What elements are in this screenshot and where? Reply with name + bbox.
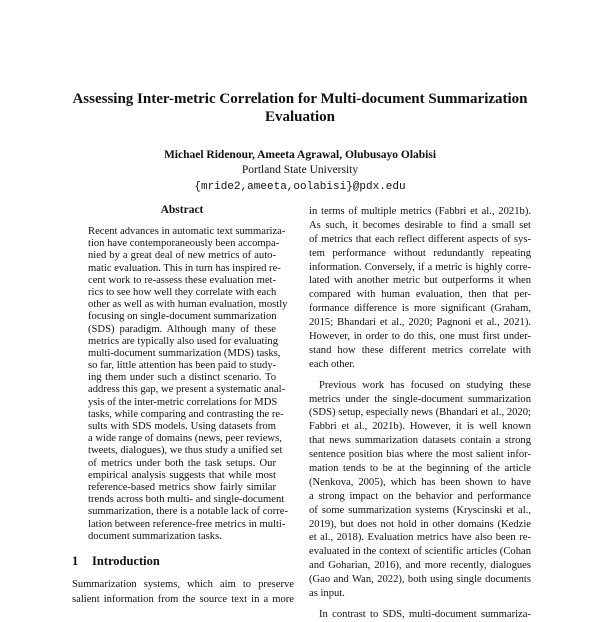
text-line: as input. bbox=[309, 588, 345, 600]
email: {mride2,ameeta,oolabisi}@pdx.edu bbox=[194, 181, 406, 193]
abstract-body bbox=[88, 226, 289, 543]
text-line: lated with another metric but outperforms it when bbox=[309, 275, 531, 287]
text-line: and Goharian, 2016), and more recently, dialogues bbox=[309, 560, 531, 572]
text-line: tem performance without redundantly repeating bbox=[309, 247, 531, 259]
text-line: (Gao and Wan, 2022), both using single documents bbox=[309, 574, 531, 586]
text-line: tasks, while comparing and contrasting the re- bbox=[88, 408, 284, 420]
right-column-body bbox=[309, 205, 531, 622]
text-line: metrics under the single-document summarization bbox=[309, 393, 531, 405]
text-line: As such, it becomes desirable to find a small set bbox=[309, 219, 531, 231]
text-line: in terms of multiple metrics (Fabbri et al., 2021b). bbox=[309, 206, 531, 217]
text-line: document summarization tasks. bbox=[88, 530, 222, 542]
text-line: summarization, there is a notable lack of corre- bbox=[88, 506, 289, 518]
paper-title bbox=[40, 90, 560, 126]
affiliation: Portland State University bbox=[241, 164, 359, 176]
text-line: a wide range of domains (news, peer reviews, bbox=[88, 433, 282, 445]
text-line: compared with human evaluation, then that per- bbox=[309, 289, 531, 301]
text-line: of some summarization systems (Kryscinski et al., bbox=[309, 504, 531, 516]
text-line: (Nenkova, 2005), which has been shown to have bbox=[309, 476, 531, 488]
text-line: 2015; Bhandari et al., 2020; Pagnoni et al., 2021). bbox=[309, 317, 531, 329]
text-line: reference-based metrics show fairly similar bbox=[88, 481, 276, 493]
text-line: Fabbri et al., 2021b). However, it is well known bbox=[309, 421, 531, 433]
text-line: each other. bbox=[309, 358, 355, 370]
text-line: so far, little attention has been paid to study- bbox=[88, 360, 277, 372]
text-line: a strong impact on the behavior and performance bbox=[309, 490, 531, 502]
text-line: However, in order to do this, one must first under- bbox=[309, 331, 531, 343]
text-line: focusing on single-document summarization bbox=[88, 311, 277, 323]
text-line: other as well as with human evaluation, mostly bbox=[88, 299, 288, 311]
text-line: of metrics under both the task setups. Our bbox=[88, 457, 276, 469]
text-line: sults with SDS models. Using datasets from bbox=[88, 421, 276, 432]
text-line: formance difference is more significant (Graham, bbox=[309, 303, 531, 315]
text-line: mation tends to be at the beginning of the article bbox=[309, 463, 531, 475]
text-line: matic evaluation. This in turn has inspired re- bbox=[88, 262, 281, 274]
text-line: nied by a great deal of new metrics of auto- bbox=[88, 250, 276, 262]
text-line: Summarization systems, which aim to preserve bbox=[72, 579, 294, 590]
section-number: 1 bbox=[72, 554, 79, 568]
text-line: address this gap, we present a systematic anal- bbox=[88, 384, 286, 396]
text-line: Previous work has focused on studying these bbox=[319, 379, 531, 391]
text-line: 2019), but does not hold in other domains (Kedzie bbox=[309, 518, 531, 530]
text-line: that news summarization datasets contain a strong bbox=[309, 435, 531, 447]
text-line: stand how these different metrics correlate with bbox=[309, 344, 531, 356]
text-line: (SDS) setup, especially news (Bhandari et al., 2020; bbox=[309, 407, 531, 419]
section-heading bbox=[72, 554, 160, 569]
section-title: Introduction bbox=[92, 554, 160, 568]
text-line: Recent advances in automatic text summariza- bbox=[88, 226, 286, 237]
text-line: tion have contemporaneously been accompa- bbox=[88, 238, 280, 250]
text-line: ing them under such a distinct scenario. To bbox=[88, 372, 276, 384]
title-line: Evaluation bbox=[264, 109, 336, 125]
text-line: sentence position bias where the most salient infor- bbox=[309, 449, 531, 461]
text-line: cent work to re-assess these evaluation met- bbox=[88, 274, 276, 286]
text-line: information. Conversely, if a metric is highly corre- bbox=[309, 261, 531, 273]
authors: Michael Ridenour, Ameeta Agrawal, Olubusayo Olabisi bbox=[163, 149, 437, 161]
text-line: evaluated in the context of scientific articles (Cohan bbox=[309, 546, 531, 558]
text-line: ysis of the inter-metric correlations for MDS bbox=[88, 396, 278, 408]
text-line: rics to see how well they correlate with each bbox=[88, 286, 277, 298]
text-line: metrics are typically also used for evaluating bbox=[88, 335, 279, 347]
text-line: (SDS) paradigm. Although many of these bbox=[88, 323, 276, 335]
text-line: empirical analysis suggests that while most bbox=[88, 469, 276, 481]
intro-body bbox=[72, 577, 294, 607]
text-line: trends across both multi- and single-document bbox=[88, 494, 285, 506]
text-line: In contrast to SDS, multi-document summariza- bbox=[319, 608, 531, 620]
text-line: salient information from the source text in a more bbox=[72, 594, 294, 605]
title-line: Assessing Inter-metric Correlation for Multi-document Summarization bbox=[72, 91, 528, 107]
text-line: et al., 2018). Evaluation metrics have also been re- bbox=[309, 532, 531, 544]
abstract-heading: Abstract bbox=[160, 204, 204, 216]
text-line: tweets, dialogues), we thus study a unified set bbox=[88, 445, 283, 457]
text-line: lation between reference-free metrics in multi- bbox=[88, 518, 286, 530]
text-line: of metrics that each reflect different aspects of sys- bbox=[309, 233, 531, 245]
text-line: multi-document summarization (MDS) tasks, bbox=[88, 347, 281, 359]
